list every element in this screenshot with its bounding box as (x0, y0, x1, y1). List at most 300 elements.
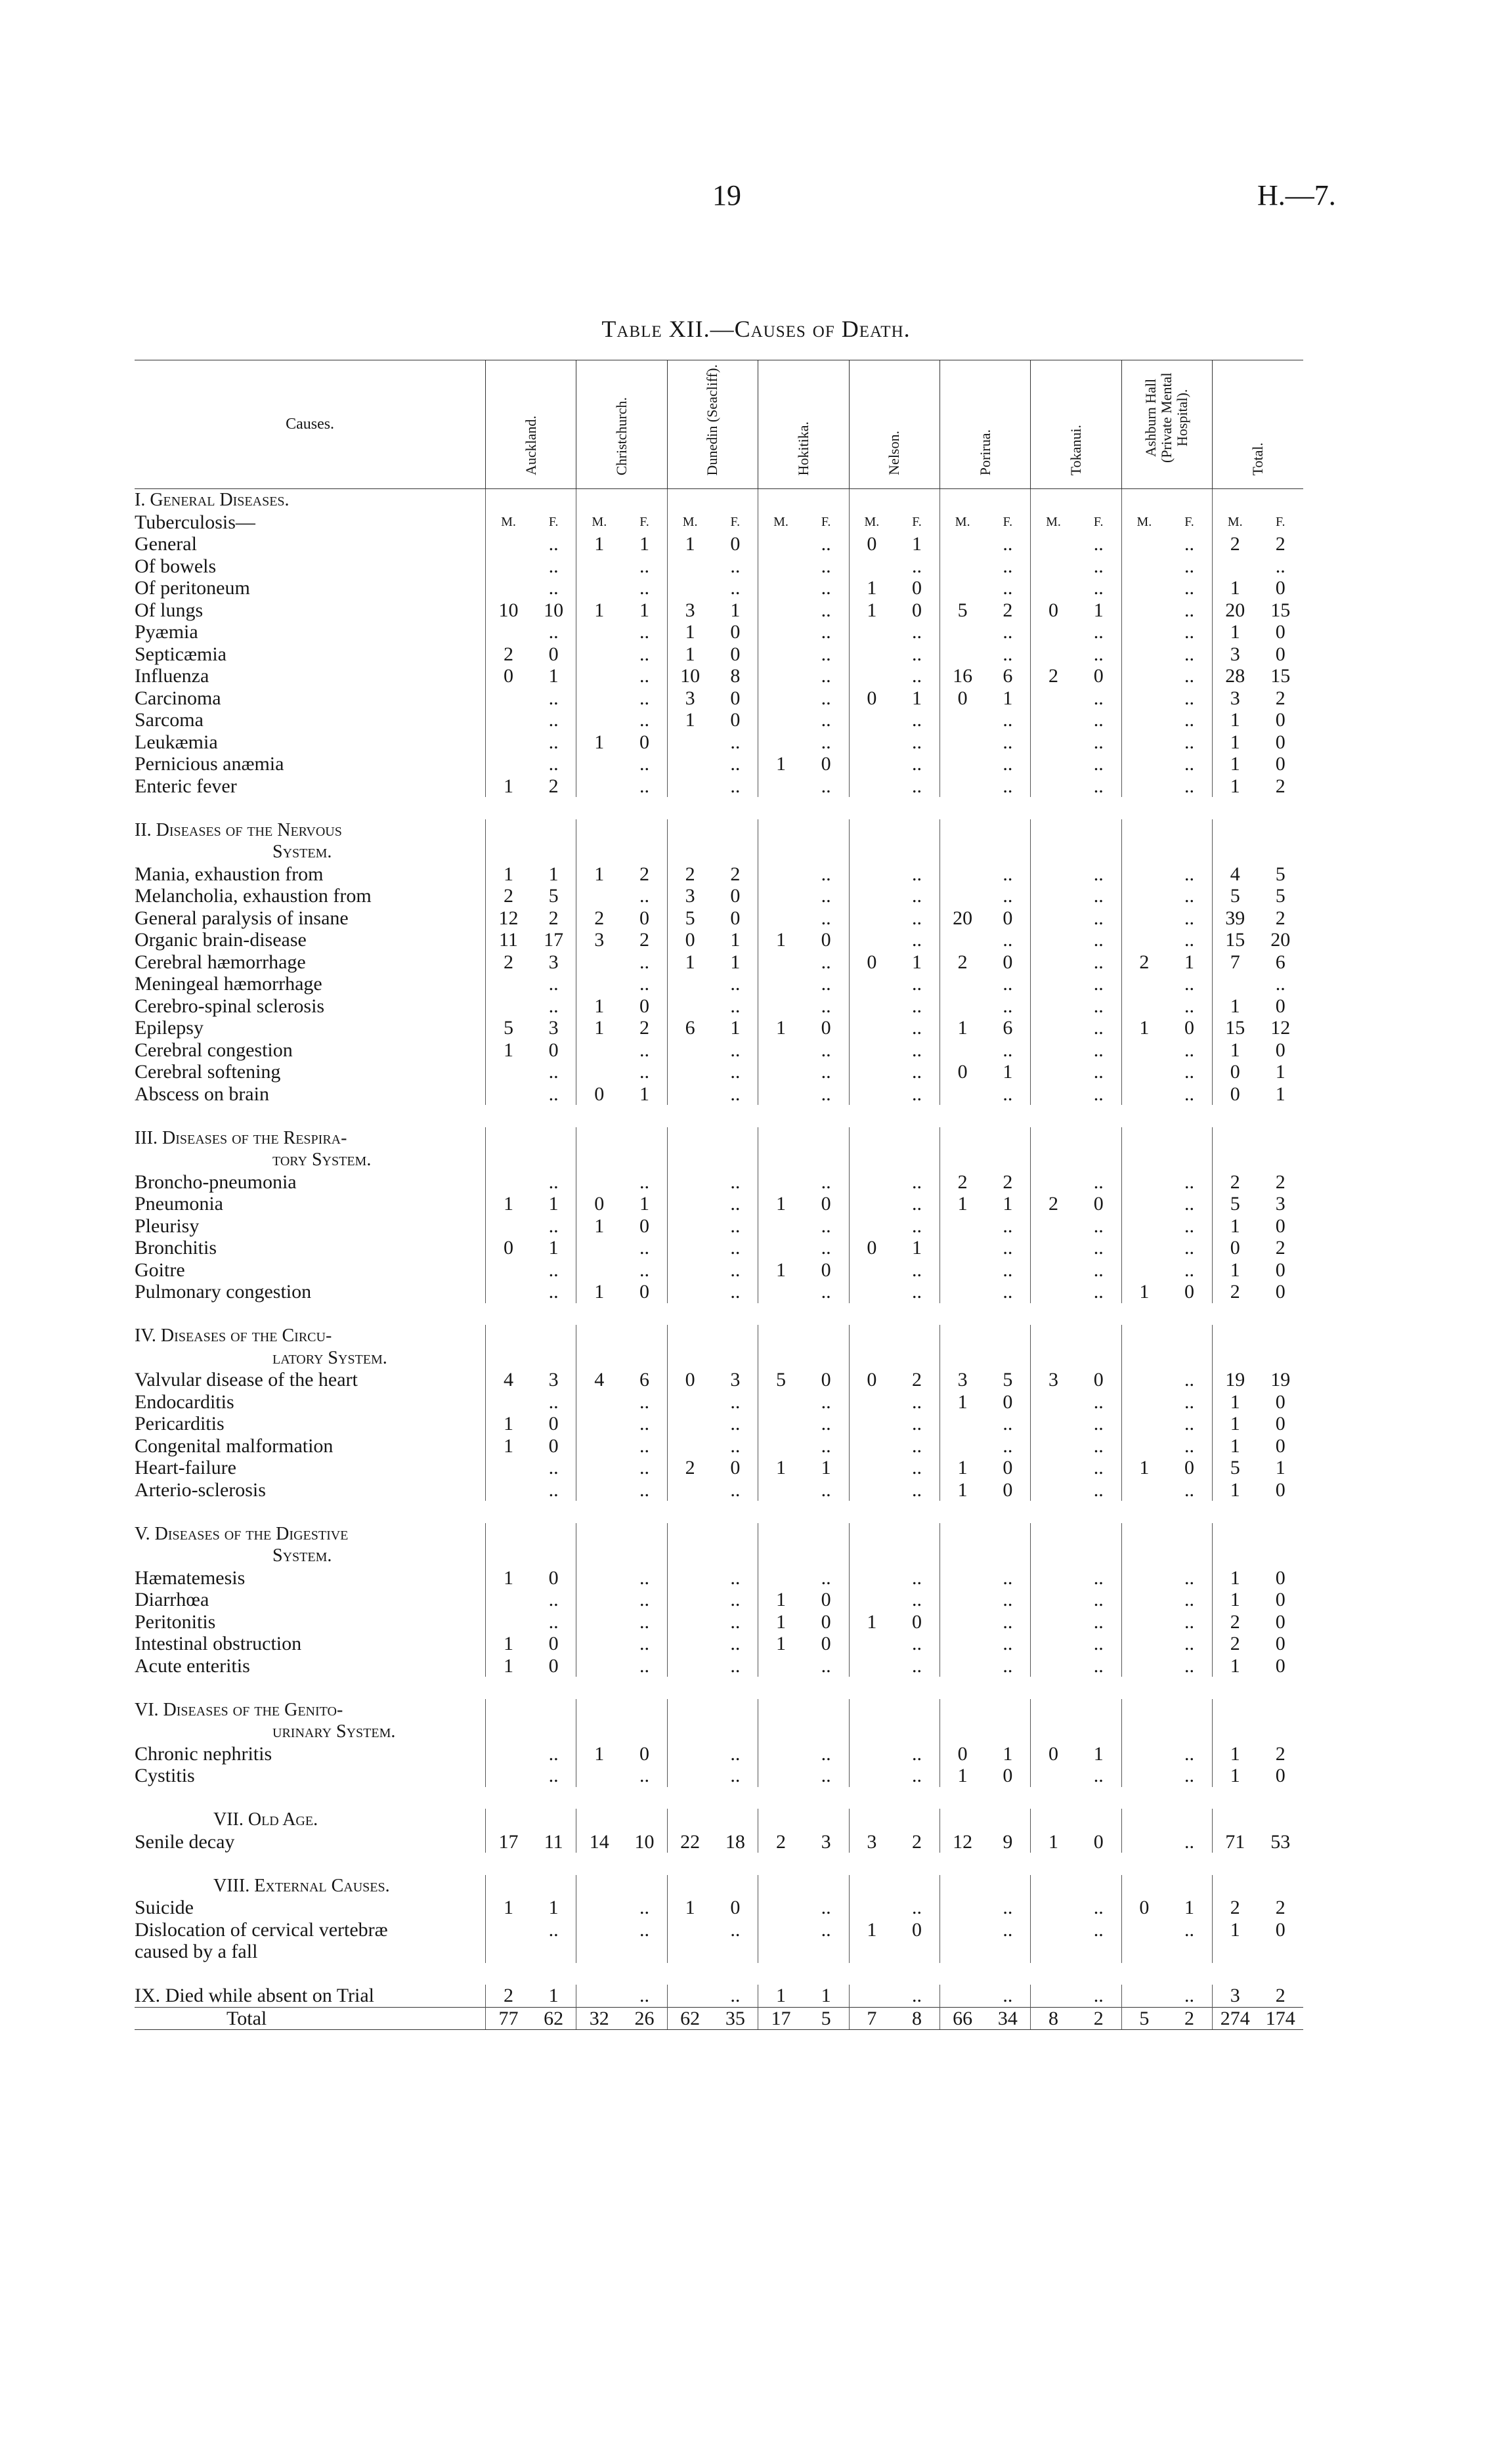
value-f (1167, 1721, 1212, 1743)
cause-label: Of bowels (135, 555, 217, 577)
value-m (1121, 1083, 1167, 1106)
value-f: F. (548, 514, 559, 529)
cause-label: Tuberculosis— (135, 511, 255, 533)
value-m: 0 (1031, 599, 1076, 622)
value-f: 1 (639, 1193, 649, 1215)
value-m: 1 (940, 1017, 985, 1039)
value-m (849, 1985, 894, 2007)
value-m (576, 1347, 622, 1369)
value-m (1212, 1809, 1257, 1831)
value-m: 66 (940, 2007, 985, 2030)
value-f (894, 1325, 940, 1347)
value-m (849, 1259, 894, 1282)
value-m: 7 (849, 2007, 894, 2030)
value-f: .. (730, 1478, 741, 1501)
table-row (135, 1941, 1303, 1963)
value-m: 0 (940, 1061, 985, 1083)
value-m: 5 (1212, 1193, 1257, 1215)
value-f: .. (1184, 1478, 1195, 1501)
value-m (849, 1897, 894, 1919)
value-f: 2 (1275, 775, 1285, 797)
value-m: 0 (849, 533, 894, 555)
value-m (667, 1171, 712, 1194)
value-f: .. (1003, 1259, 1013, 1281)
value-f: .. (1184, 577, 1195, 599)
value-m: 0 (576, 1083, 622, 1106)
value-f: 0 (1275, 1566, 1285, 1589)
value-m (667, 1479, 712, 1501)
value-m (1031, 1281, 1076, 1303)
value-f (712, 1699, 758, 1721)
value-f: .. (821, 863, 831, 885)
value-m (940, 753, 985, 775)
value-f (1167, 1809, 1212, 1831)
value-m (1121, 753, 1167, 775)
value-f (622, 489, 667, 511)
value-f: 0 (1275, 1654, 1285, 1677)
spacer-row (135, 1963, 1303, 1985)
value-f: .. (821, 555, 831, 577)
value-f: .. (912, 1478, 922, 1501)
value-m (940, 973, 985, 995)
value-m: 1 (1212, 1039, 1257, 1062)
cause-label: Intestinal obstruction (135, 1633, 302, 1654)
value-f: 15 (1270, 599, 1291, 621)
value-f: 0 (548, 1039, 559, 1061)
value-m (849, 1171, 894, 1194)
value-m: 28 (1212, 665, 1257, 687)
value-f: .. (1184, 1918, 1195, 1941)
value-m: 1 (576, 1215, 622, 1238)
table-row (135, 1457, 1303, 1479)
value-m: 1 (486, 1193, 531, 1215)
value-f (1167, 1875, 1212, 1897)
value-f: .. (912, 1413, 922, 1434)
value-f: .. (1093, 1478, 1104, 1501)
value-f: .. (912, 1215, 922, 1237)
value-f: .. (1275, 555, 1285, 577)
section-heading (135, 1875, 486, 1897)
value-m: 0 (576, 1193, 622, 1215)
value-f: F. (912, 514, 922, 529)
spacer-row (135, 1105, 1303, 1127)
value-f: .. (639, 1237, 649, 1259)
value-f: 3 (730, 1369, 741, 1391)
value-m (758, 863, 804, 886)
value-f: 0 (1275, 621, 1285, 643)
value-f: 1 (639, 533, 649, 555)
value-f: .. (821, 1742, 831, 1765)
value-f: 0 (639, 731, 649, 753)
value-m (667, 1589, 712, 1611)
value-m: 3 (1031, 1369, 1076, 1391)
value-m (1031, 1809, 1076, 1831)
value-m (486, 1941, 531, 1963)
value-m (667, 731, 712, 754)
value-f: .. (730, 1918, 741, 1941)
value-f: .. (1093, 1061, 1104, 1083)
value-m (1121, 1127, 1167, 1150)
value-f: .. (821, 709, 831, 731)
value-f: .. (548, 995, 559, 1017)
value-m (1212, 1875, 1257, 1897)
column-header-hokitika: Hokitika. (758, 360, 849, 489)
value-f: .. (1093, 687, 1104, 709)
value-f (1076, 1127, 1121, 1150)
value-m (667, 1259, 712, 1282)
value-m (940, 577, 985, 599)
value-f: .. (1003, 1897, 1013, 1918)
table-row (135, 599, 1303, 622)
section-heading-cont-row (135, 841, 1303, 863)
value-m: 1 (1212, 1259, 1257, 1282)
value-m: 3 (576, 929, 622, 951)
value-m (940, 1699, 985, 1721)
value-m (576, 1237, 622, 1259)
value-f: 0 (1275, 577, 1285, 599)
value-f: .. (730, 1391, 741, 1413)
value-m: 1 (576, 863, 622, 886)
value-f: .. (1003, 863, 1013, 885)
value-f: .. (1093, 1171, 1104, 1193)
value-m (667, 1413, 712, 1435)
value-m (576, 1919, 622, 1941)
value-f: .. (912, 1193, 922, 1215)
value-m (1212, 1941, 1257, 1963)
value-f: 0 (821, 1017, 831, 1039)
section-heading (135, 1325, 486, 1347)
value-f: .. (1003, 621, 1013, 643)
value-f (531, 1875, 576, 1897)
value-m: 4 (576, 1369, 622, 1391)
value-m (486, 841, 531, 863)
value-m (758, 1391, 804, 1413)
value-f: 1 (1275, 1083, 1285, 1105)
table-row (135, 1039, 1303, 1062)
cause-label: caused by a fall (135, 1941, 258, 1962)
value-m (940, 1985, 985, 2007)
value-m (667, 1061, 712, 1083)
value-f: .. (912, 1633, 922, 1654)
value-m (940, 1721, 985, 1743)
value-f: .. (1003, 1237, 1013, 1259)
value-m: 1 (940, 1457, 985, 1479)
value-f: .. (1093, 863, 1104, 885)
value-m: 3 (849, 1831, 894, 1853)
cause-label: Endocarditis (135, 1391, 234, 1413)
value-m (667, 555, 712, 578)
value-m (940, 731, 985, 754)
value-m (1031, 1127, 1076, 1150)
table-row (135, 1655, 1303, 1677)
value-f: .. (1093, 1589, 1104, 1610)
value-f: 2 (1275, 533, 1285, 555)
value-f: .. (1003, 1589, 1013, 1610)
table-row (135, 1919, 1303, 1941)
section-heading-row (135, 1809, 1303, 1831)
value-f: .. (1093, 885, 1104, 907)
value-f: .. (1093, 1457, 1104, 1478)
value-f: .. (730, 1985, 741, 2006)
value-m: 274 (1212, 2007, 1257, 2030)
value-m: 7 (1212, 951, 1257, 974)
value-m: M. (1031, 511, 1076, 534)
value-f (894, 841, 940, 863)
value-m (849, 1281, 894, 1303)
value-f: .. (1093, 1215, 1104, 1237)
value-f: .. (1184, 1985, 1195, 2006)
value-f: 0 (1275, 1434, 1285, 1457)
value-f: .. (730, 1171, 741, 1193)
cause-label: Acute enteritis (135, 1654, 250, 1677)
value-m (1031, 489, 1076, 511)
section-heading-row (135, 1127, 1303, 1150)
value-m (1212, 1545, 1257, 1567)
value-f: .. (821, 1897, 831, 1918)
value-m (940, 1611, 985, 1633)
section-heading-cont-row (135, 1545, 1303, 1567)
table-row (135, 1633, 1303, 1655)
value-f: .. (1184, 1589, 1195, 1610)
value-f: 1 (912, 1237, 922, 1259)
value-m (667, 1215, 712, 1238)
value-m (486, 753, 531, 775)
value-f (1258, 1721, 1303, 1743)
value-m (849, 621, 894, 643)
value-f (804, 1523, 849, 1545)
value-m: 1 (1212, 731, 1257, 754)
value-m (576, 1127, 622, 1150)
value-m (1121, 841, 1167, 863)
spacer-row (135, 1787, 1303, 1809)
value-f: 6 (1275, 951, 1285, 973)
value-f (804, 1875, 849, 1897)
value-f: 0 (1093, 1369, 1104, 1391)
value-m: 1 (1212, 1435, 1257, 1457)
value-m: 1 (667, 621, 712, 643)
value-m (1031, 643, 1076, 666)
value-f (804, 1809, 849, 1831)
value-f (1167, 489, 1212, 511)
value-f: .. (1003, 1413, 1013, 1434)
value-m: 8 (1031, 2007, 1076, 2030)
value-f: .. (1184, 1742, 1195, 1765)
value-m: 1 (486, 1897, 531, 1919)
value-f: F. (639, 514, 649, 529)
value-f: .. (730, 1259, 741, 1281)
value-f: .. (1093, 1610, 1104, 1633)
cause-label: Meningeal hæmorrhage (135, 973, 322, 995)
value-f: .. (1184, 1654, 1195, 1677)
value-m: 0 (667, 1369, 712, 1391)
value-m (849, 1127, 894, 1150)
value-f: .. (912, 665, 922, 687)
value-f (1076, 1347, 1121, 1369)
section-heading-cont (135, 1347, 486, 1369)
value-f (1167, 841, 1212, 863)
value-f: .. (1184, 599, 1195, 621)
value-m: 2 (1212, 1171, 1257, 1194)
value-f: 35 (712, 2007, 758, 2030)
column-header-auckland: Auckland. (486, 360, 576, 489)
value-f: 0 (1275, 731, 1285, 753)
value-m (1031, 1325, 1076, 1347)
table-row (135, 995, 1303, 1018)
value-m (940, 1941, 985, 1963)
value-m (940, 1809, 985, 1831)
value-f: .. (730, 1610, 741, 1633)
value-f: .. (1093, 1985, 1104, 2006)
value-f (985, 841, 1031, 863)
value-m: 1 (1121, 1457, 1167, 1479)
value-f: .. (821, 1281, 831, 1303)
cause-label: Sarcoma (135, 709, 204, 731)
value-m (576, 1897, 622, 1919)
value-m (758, 951, 804, 974)
value-f: .. (912, 731, 922, 753)
value-f (804, 1149, 849, 1171)
value-m: 5 (758, 1369, 804, 1391)
value-m: 0 (849, 1369, 894, 1391)
value-m (1121, 1479, 1167, 1501)
value-f: 0 (1275, 995, 1285, 1017)
value-f: 34 (985, 2007, 1031, 2030)
value-m: 1 (667, 1897, 712, 1919)
value-m (940, 1413, 985, 1435)
value-m: 1 (486, 1413, 531, 1435)
value-m (1031, 1215, 1076, 1238)
value-m (849, 841, 894, 863)
value-f: .. (639, 687, 649, 709)
value-m (1031, 1611, 1076, 1633)
value-m: 1 (1212, 775, 1257, 798)
value-m (486, 1721, 531, 1743)
table-row (135, 929, 1303, 951)
table-row (135, 643, 1303, 666)
value-m (849, 1699, 894, 1721)
value-f: .. (1003, 929, 1013, 951)
value-f: .. (548, 1171, 559, 1193)
value-f: 0 (1275, 753, 1285, 775)
value-f: 0 (821, 1633, 831, 1654)
value-m (940, 885, 985, 907)
value-f (894, 1699, 940, 1721)
value-f (712, 1809, 758, 1831)
value-m (1121, 1721, 1167, 1743)
value-f (1076, 841, 1121, 863)
table-row (135, 1215, 1303, 1238)
table-row (135, 907, 1303, 930)
value-f: .. (912, 907, 922, 929)
value-m (576, 1039, 622, 1062)
value-f (894, 1875, 940, 1897)
value-m (758, 1281, 804, 1303)
table-row (135, 1017, 1303, 1039)
value-f (1167, 1127, 1212, 1150)
value-f: 0 (639, 1215, 649, 1237)
value-m (1031, 1083, 1076, 1106)
value-m: M. (1212, 511, 1257, 534)
value-f: .. (1093, 1281, 1104, 1303)
value-m (758, 643, 804, 666)
value-m (576, 775, 622, 798)
value-f: .. (548, 1391, 559, 1413)
value-f (712, 1523, 758, 1545)
value-m (1121, 929, 1167, 951)
value-m (758, 577, 804, 599)
value-f: .. (639, 1391, 649, 1413)
value-f: 1 (639, 1083, 649, 1105)
value-m (1121, 1875, 1167, 1897)
value-m: 1 (758, 929, 804, 951)
cause-label: General (135, 533, 197, 555)
value-f: 1 (1184, 951, 1195, 973)
value-f: 0 (548, 1413, 559, 1434)
value-f: .. (1003, 533, 1013, 555)
value-f: .. (639, 951, 649, 973)
value-m (667, 1567, 712, 1589)
section-heading (135, 819, 486, 842)
value-f (1258, 1809, 1303, 1831)
value-f (1258, 1545, 1303, 1567)
value-m (1031, 995, 1076, 1018)
value-m (1031, 1545, 1076, 1567)
section-title-cont: tory System. (272, 1150, 372, 1170)
value-f (622, 1325, 667, 1347)
value-f: 8 (730, 665, 741, 687)
value-f: .. (1184, 621, 1195, 643)
value-f: F. (821, 514, 831, 529)
value-m (758, 555, 804, 578)
spacer-cell (135, 1303, 1303, 1326)
value-m (940, 1589, 985, 1611)
table-title: Table XII.—Causes of Death. (601, 316, 911, 342)
value-f: .. (548, 1083, 559, 1105)
value-m (1031, 1567, 1076, 1589)
value-m (940, 1083, 985, 1106)
value-f (1076, 819, 1121, 842)
value-m: 4 (486, 1369, 531, 1391)
cause-label: IX. Died while absent on Trial (135, 1985, 374, 2006)
value-m (486, 1479, 531, 1501)
value-m: 1 (1121, 1017, 1167, 1039)
value-m (486, 577, 531, 599)
value-m (849, 1809, 894, 1831)
value-f: 0 (548, 1654, 559, 1677)
value-f: .. (1184, 753, 1195, 775)
value-f: .. (1003, 995, 1013, 1017)
value-m (940, 1237, 985, 1259)
value-f: .. (912, 775, 922, 797)
value-f: 0 (1184, 1281, 1195, 1303)
value-f (894, 1347, 940, 1369)
value-f: 1 (548, 1193, 559, 1215)
value-f: .. (1003, 555, 1013, 577)
value-f: .. (1003, 1985, 1013, 2006)
value-f (1258, 1699, 1303, 1721)
value-m: 1 (940, 1765, 985, 1787)
value-f: 0 (1275, 1215, 1285, 1237)
value-f (1258, 819, 1303, 842)
value-f: 2 (912, 1830, 922, 1853)
value-f: .. (821, 775, 831, 797)
value-m (1121, 709, 1167, 731)
section-heading-row (135, 489, 1303, 511)
value-m (486, 1743, 531, 1765)
value-f: 3 (1275, 1193, 1285, 1215)
value-f: .. (912, 643, 922, 665)
value-m (1031, 753, 1076, 775)
